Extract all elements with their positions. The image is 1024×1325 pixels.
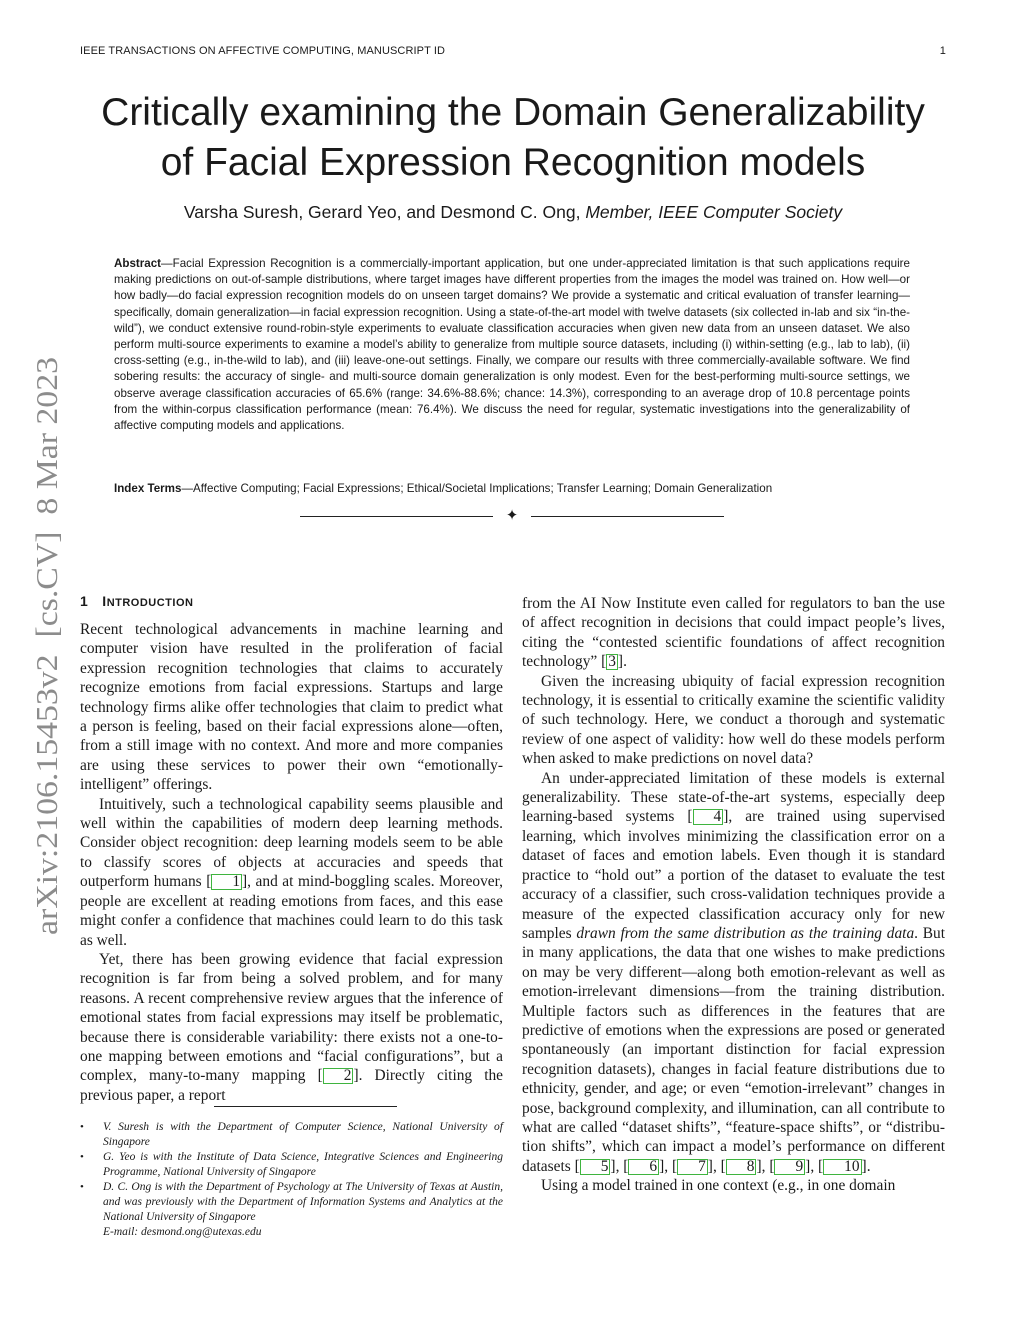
citation-link[interactable]: 5 <box>580 1159 611 1175</box>
paragraph: from the AI Now Institute even called for regulators to ban the use of affect recognition in decisions that could impact people’s lives, citing the “contested scientific foundations of affect recognition technology” [ 3 ]. <box>522 595 945 671</box>
abstract-label: Abstract <box>114 257 162 270</box>
index-terms-label: Index Terms <box>114 482 182 495</box>
citation-separator: , <box>615 1157 624 1175</box>
paragraph-text: , are trained using supervised learning, which involves minimizing the classification error on a dataset of faces and emotion labels. Even though it is standard practice to “hold out” a portion of the dataset to evaluate the test accuracy of a classifier, such cross-validation techniques provide a measure of the expected classification accuracy only for new samples <box>522 808 946 942</box>
bullet-icon: • <box>80 1151 84 1163</box>
citation-link[interactable]: 10 <box>823 1159 861 1175</box>
section-title-initial: I <box>102 593 107 609</box>
paragraph: Using a model trained in one context (e.g., in one domain <box>541 1177 896 1195</box>
divider-line-right <box>531 516 724 517</box>
footnote-email: E-mail: desmond.ong@utexas.edu <box>103 1226 262 1238</box>
footnote-item <box>80 1180 503 1240</box>
journal-name: IEEE TRANSACTIONS ON AFFECTIVE COMPUTING, MANUSCRIPT ID <box>80 45 446 57</box>
paragraph-text: . <box>866 1157 871 1175</box>
citation-link[interactable]: 1 <box>211 874 242 890</box>
citation-link[interactable]: 6 <box>628 1159 659 1175</box>
arxiv-stamp-text: arXiv:2106.15453v2 [cs.CV] 8 Mar 2023 <box>29 404 64 935</box>
section-number: 1 <box>80 593 89 609</box>
author-affiliation: Member, IEEE Computer Society <box>585 202 843 222</box>
section-heading <box>80 593 193 609</box>
abstract-text: —Facial Expression Recognition is a commercially-important application, but one under-appreciated limitation is that such applications require making predictions on out-of-sample distributions, where target images have different properties from the images the model was trained on. How well—or how badly—do facial expression recognition models do on unseen target domains? We provide a systematic and critical evaluation of transfer learning—specifically, domain generalization—in facial expression recognition. Using a state-of-the-art model with twelve datasets (six collected in-lab and six “in-the-wild”), we conduct extensive round-robin-style experiments to evaluate classification accuracies when given new data from an unseen dataset. We also perform multi-source experiments to examine a model’s ability to generalize from multiple source datasets, including (i) within-setting (e.g., lab to lab), (ii) cross-setting (e.g., in-the-wild to lab), and (iii) leave-one-out settings. Finally, we compare our results with three commercially-available software. We find sobering results: the accuracy of single- and multi-source domain generalization is only modest. Even for the best-performing multi-source settings, we observe average classification accuracies of 65.6% (range: 34.6%-88.6%; chance: 14.3%), corresponding to an average drop of 10.8 percentage points from the within-corpus classification performance (mean: 76.4%). We discuss the need for regular, systematic investigations into the generalizability of affective computing models and applications. <box>114 257 910 433</box>
title-line-2: of Facial Expression Recognition models <box>160 141 866 184</box>
paragraph-emphasis: drawn from the same distribution as the training data <box>576 924 915 942</box>
paragraph: Recent technological advancements in machine learning and computer vision have resulted in the proliferation of facial expression recognition technologies that claims to accurately recognize emotions from facial expressions. Startups and large technology firms alike offer technologies that claim to predict what a person is feeling, based on their facial expressions alone—often, from a still image with no context. And more and more companies are using these services to power their own “emotionally-intelligent” offerings. <box>80 621 503 794</box>
footnote-text: G. Yeo is with the Institute of Data Science, Integrative Sciences and Engineering Programme, National University of Singapore <box>103 1151 503 1178</box>
paragraph: Yet, there has been growing evidence that facial expression recognition is far from being a solved problem, and for many reasons. A recent comprehensive review argues that the inference of emotional states from facial expressions may itself be problematic, because there is considerable variability: there exists not a one-to-one mapping between emotions and “facial configurations”, but a complex, many-to-many mapping [ 2 ]. Directly citing the previous paper, a report <box>80 950 504 1104</box>
paragraph-text: from the AI Now Institute even called for regulators to ban the use of affect recognition in decisions that could impact people’s lives, citing the “contested scientific foundations of affect recognition technology” <box>522 595 945 671</box>
paragraph: Intuitively, such a technological capability seems plausible and well within the capabilities of modern deep learning methods. Consider object recognition: deep learning models seem to be able to classify scores of objects at accuracies and speeds that outperform humans [ 1 ], and at mind-boggling scales. Moreover, people are excellent at reading emotions from faces, and this ease might confer a confidence that machines could learn to do this task as well. <box>80 795 503 949</box>
citation-link[interactable]: 3 <box>608 653 616 671</box>
bullet-icon: • <box>80 1181 84 1193</box>
divider-line-left <box>300 516 493 517</box>
paragraph-text: . But in many applications, the data that one wishes to make predictions on may be very different—along both emotion-relevant as well as emotion-irrelevant dimensions—from the training distribution. Multiple factors such as differences in the features that are predictive of emotions when the expressions are posed or generated spontaneously (an important distinction for facial expression recognition datasets), changes in facial feature distributions due to ethnicity, gender, and age; or even “emotion-irrelevant” changes in pose, background complexity, and illumination, can all contribute to what are called “dataset shifts”, “feature-space shifts”, or “distribution shifts”, which can impact a model’s performance on different datasets <box>522 924 946 1175</box>
section-divider <box>300 508 724 524</box>
arxiv-stamp <box>27 355 67 935</box>
citation-link[interactable]: 8 <box>726 1159 757 1175</box>
bullet-icon: • <box>80 1121 84 1133</box>
paragraph-text: . Directly citing the previous paper, a report <box>80 1067 504 1104</box>
running-header <box>80 45 946 57</box>
citation-link[interactable]: 9 <box>774 1159 805 1175</box>
citation-separator: , <box>761 1157 770 1175</box>
page-number: 1 <box>939 45 946 57</box>
citation-link[interactable]: 4 <box>693 809 724 825</box>
authors: Varsha Suresh, Gerard Yeo, and Desmond C. Ong, <box>183 202 581 222</box>
citation-separator: , <box>810 1157 819 1175</box>
paper-title <box>80 88 946 188</box>
footnotes <box>80 1120 503 1240</box>
citation-link[interactable]: 7 <box>677 1159 708 1175</box>
footnote-text: V. Suresh is with the Department of Computer Science, National University of Singapore <box>103 1121 503 1148</box>
index-terms <box>114 481 910 497</box>
citation-link[interactable]: 2 <box>323 1068 354 1084</box>
paragraph-text: . <box>623 653 627 671</box>
footnote-item <box>80 1150 503 1180</box>
abstract <box>114 256 910 434</box>
paragraph-text: Yet, there has been growing evidence that facial expression recognition is far from being a solved problem, and for many reasons. A recent comprehensive review argues that the inference of emotional states from facial expressions may itself be problematic, because there is considerable variability: there exists not a one-to-one mapping between emotions and “facial configurations”, but a complex, many-to-many mapping <box>80 950 503 1085</box>
citation-separator: , <box>664 1157 672 1175</box>
paragraph-text: An under-appreciated limitation of these models is external generalizability. These state-of-the-art systems, especially deep learning-based systems <box>522 769 945 826</box>
footnote-text: D. C. Ong is with the Department of Psychology at The University of Texas at Austin, and was previously with the Department of Information Systems and Analytics at the National University of Singapore <box>103 1181 503 1223</box>
left-column <box>80 620 503 1105</box>
footnote-rule <box>214 1106 397 1107</box>
citation-separator: , <box>712 1157 721 1175</box>
paragraph: Given the increasing ubiquity of facial expression recognition technology, it is essential to critically examine the scientific validity of such technology. Here, we conduct a thorough and systematic review of one aspect of validity: how well do these models perform when asked to make predictions on novel data? <box>522 672 945 768</box>
paragraph-text: Intuitively, such a technological capability seems plausible and well within the capabilities of modern deep learning methods. Consider object recognition: deep learning models seem to be able to classify scores of objects at accuracies and speeds that outperform humans <box>80 795 503 891</box>
right-column <box>522 594 945 1196</box>
divider-star-icon: ✦ <box>505 508 519 524</box>
author-list <box>80 202 946 223</box>
index-terms-text: —Affective Computing; Facial Expressions; Ethical/Societal Implications; Transfer Learning; Domain Generalization <box>181 482 773 495</box>
footnote-item <box>80 1120 503 1150</box>
paragraph: An under-appreciated limitation of these models is external generalizability. These state-of-the-art systems, especially deep learning-based systems [ 4 ], are trained using supervised learning, which involves minimizing the classification error on a dataset of faces and emotion labels. Even though it is standard practice to “hold out” a portion of the dataset to evaluate the test accuracy of a classifier, such cross-validation techniques provide a measure of the expected classification accuracy only for new samples drawn from the same distribution as the training data. But in many applications, the data that one wishes to make predictions on may be very different—along both emotion-relevant as well as emotion-irrelevant dimensions—from the training distribution. Multiple factors such as differences in the features that are predictive of emotions when the expressions are posed or generated spontaneously (an important distinction for facial expression recognition datasets), changes in facial feature distributions due to ethnicity, gender, and age; or even “emotion-irrelevant” changes in pose, background complexity, and illumination, can all contribute to what are called “dataset shifts”, “feature-space shifts”, or “distribution shifts”, which can impact a model’s performance on different datasets [ 5 ], [ 6 ], [ 7 ], [ 8 ], [ 9 ], [ 10 ]. <box>522 769 946 1175</box>
section-title-rest: NTRODUCTION <box>106 597 194 609</box>
paragraph-text: , and at mind-boggling scales. Moreover, people are excellent at reading emotions from faces, and this ease might confer a confidence that machines could learn to do this task as well. <box>80 873 503 949</box>
title-line-1: Critically examining the Domain Generalizability <box>101 91 925 134</box>
